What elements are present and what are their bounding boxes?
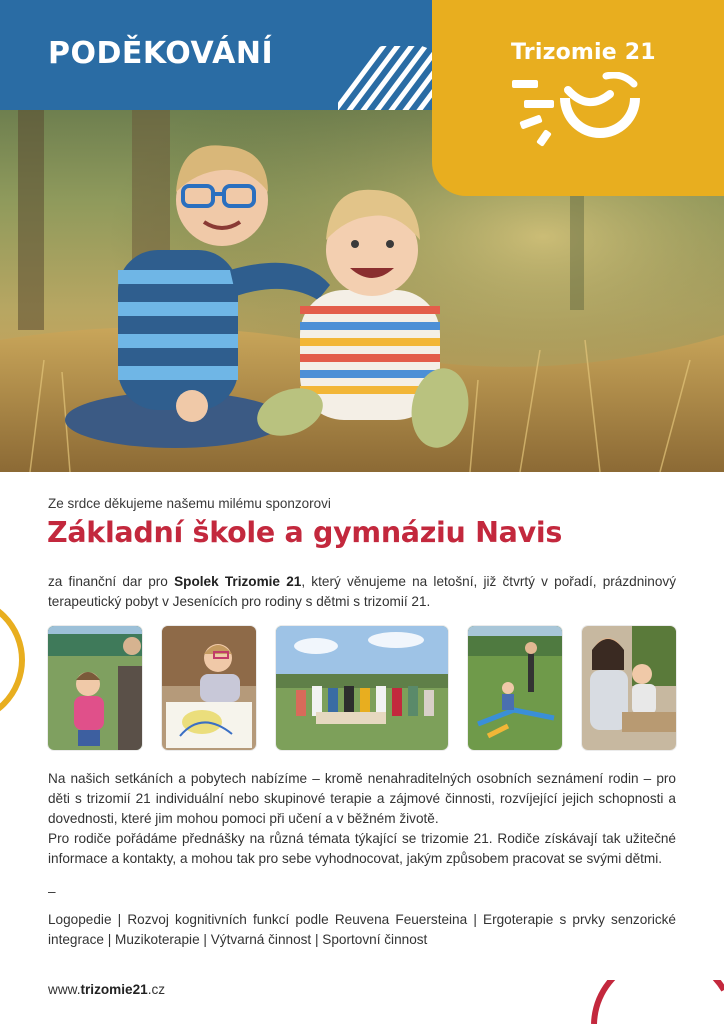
smiling-sun-icon <box>510 72 650 148</box>
paragraph-donation-end: , který věnujeme na letošní, již čtvrtý v pořadí, prázdninový terapeutický pobyt v Jesenících pro rodiny s dětmi s trizomií 21. <box>48 574 677 609</box>
website-link[interactable] <box>48 982 165 997</box>
paragraph-donation <box>48 572 676 612</box>
therapy-list: Logopedie | Rozvoj kognitivních funkcí podle Reuvena Feuersteina | Ergoterapie s prvky senzorické integrace | Muzikoterapie | Výtvarná činnost | Sportovní činnost <box>48 912 676 947</box>
page-title: PODĚKOVÁNÍ <box>48 36 274 71</box>
separator-dash: – <box>48 884 56 899</box>
website-suffix: .cz <box>147 982 166 997</box>
logo-wordmark: Trizomie 21 <box>511 40 656 65</box>
photo-thumbnail-girl-drawing <box>162 626 256 750</box>
photo-thumbnail-group-meadow <box>276 626 448 750</box>
paragraph-activities-children: Na našich setkáních a pobytech nabízíme – kromě nenahraditelných osobních seznámení rodin – pro děti s trizomií 21 individuální nebo skupinové terapie a zájmové činnosti, rozvíjející jejich schopnosti a dovednosti, které jim mohou pomoci při učení a v běžném životě. <box>48 771 676 826</box>
yellow-arc-decoration <box>0 594 26 726</box>
photo-thumbnail-obstacle-course <box>468 626 562 750</box>
website-domain: trizomie21 <box>80 982 148 997</box>
website-prefix: www. <box>48 982 81 997</box>
organization-name: Spolek Trizomie 21 <box>174 574 302 589</box>
red-arc-decoration <box>590 980 724 1024</box>
logo-card <box>432 0 724 196</box>
stripes-decoration <box>338 46 438 110</box>
photo-thumbnail-girl-playground <box>48 626 142 750</box>
sponsor-headline: Základní škole a gymnáziu Navis <box>47 516 563 549</box>
paragraph-activities-parents: Pro rodiče pořádáme přednášky na různá témata týkající se trizomie 21. Rodiče získávají tak užitečné informace a kontakty, a mohou tak pro sebe vyhodnocovat, jakým způsobem pracovat se svými dětmi. <box>48 831 676 866</box>
intro-lead: Ze srdce děkujeme našemu milému sponzorovi <box>48 496 331 511</box>
photo-thumbnail-child-with-therapist <box>582 626 676 750</box>
paragraph-donation-start: za finanční dar pro <box>48 574 175 589</box>
